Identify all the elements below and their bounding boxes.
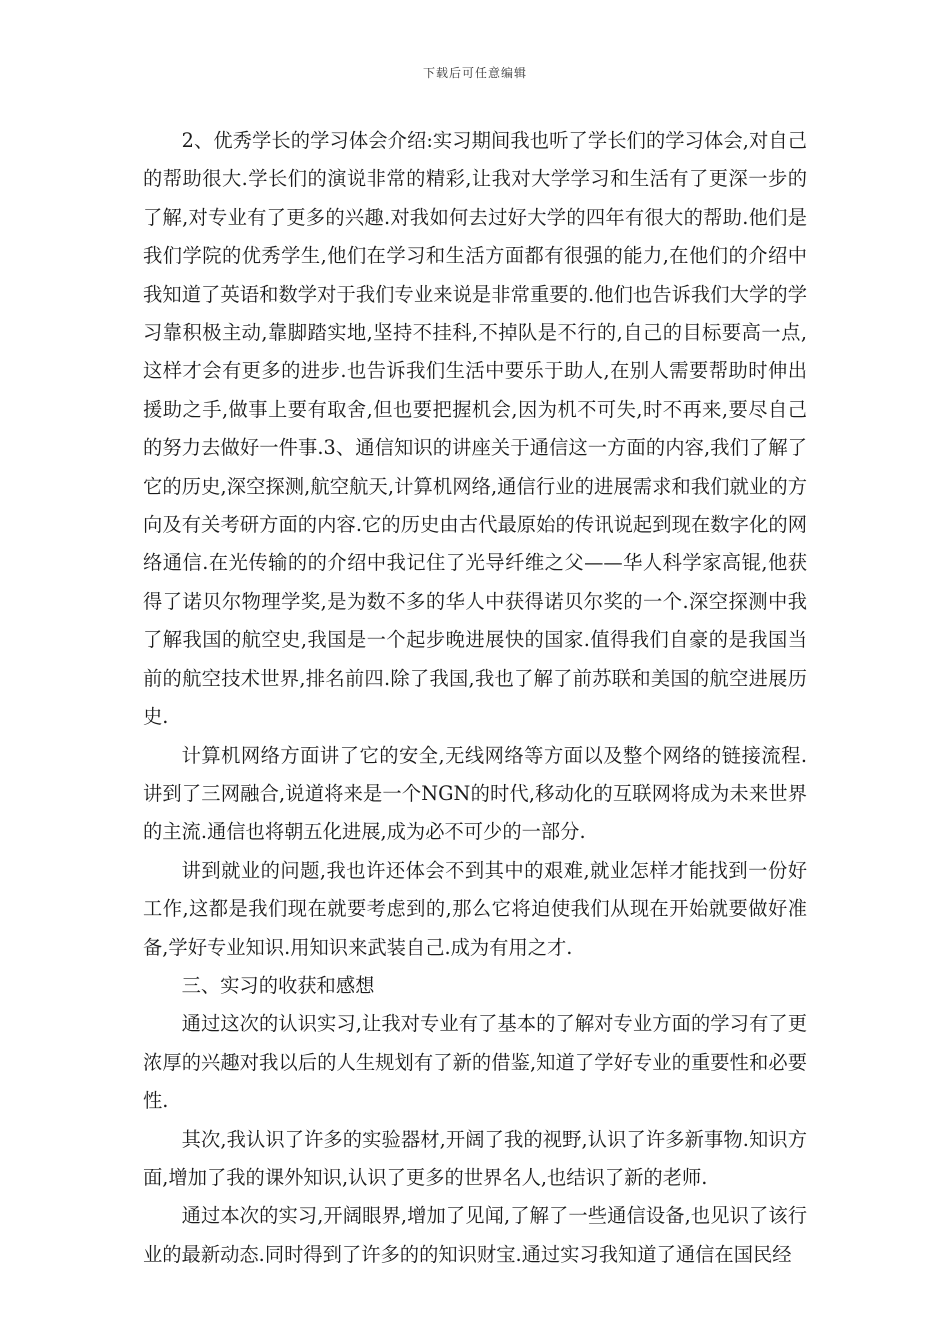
paragraph-employment: 讲到就业的问题,我也许还体会不到其中的艰难,就业怎样才能找到一份好工作,这都是我们现在就要考虑到的,那么它将迫使我们从现在开始就要做好准备,学好专业知识.用知识来武装自己.成为有用之才. [143,858,807,959]
section-heading-gains: 三、实习的收获和感想 [181,973,375,997]
paragraph-student-experience: 2、优秀学长的学习体会介绍:实习期间我也听了学长们的学习体会,对自己的帮助很大.学长们的演说非常的精彩,让我对大学学习和生活有了更深一步的了解,对专业有了更多的兴趣.对我如何去过好大学的四年有很大的帮助.他们是我们学院的优秀学生,他们在学习和生活方面都有很强的能力,在他们的介绍中我知道了英语和数学对于我们专业来说是非常重要的.他们也告诉我们大学的学习靠积极主动,靠脚踏实地,坚持不挂科,不掉队是不行的,自己的目标要高一点,这样才会有更多的进步.也告诉我们生活中要乐于助人,在别人需要帮助时伸出援助之手,做事上要有取舍,但也要把握机会,因为机不可失,时不再来,要尽自己的努力去做好一件事.3、通信知识的讲座关于通信这一方面的内容,我们了解了它的历史,深空探测,航空航天,计算机网络,通信行业的进展需求和我们就业的方向及有关考研方面的内容.它的历史由古代最原始的传讯说起到现在数字化的网络通信.在光传输的的介绍中我记住了光导纤维之父——华人科学家高锟,他获得了诺贝尔物理学奖,是为数不多的华人中获得诺贝尔奖的一个.深空探测中我了解我国的航空史,我国是一个起步晚进展快的国家.值得我们自豪的是我国当前的航空技术世界,排名前四.除了我国,我也了解了前苏联和美国的航空进展历史. [143,129,807,729]
paragraph-equipment: 其次,我认识了许多的实验器材,开阔了我的视野,认识了许多新事物.知识方面,增加了我的课外知识,认识了更多的世界名人,也结识了新的老师. [143,1127,807,1189]
page-header: 下载后可任意编辑 [422,66,527,80]
paragraph-computer-network: 计算机网络方面讲了它的安全,无线网络等方面以及整个网络的链接流程.讲到了三网融合,说道将来是一个NGN的时代,移动化的互联网将成为未来世界的主流.通信也将朝五化进展,成为必不可少的一部分. [143,743,807,844]
paragraph-conclusion: 通过本次的实习,开阔眼界,增加了见闻,了解了一些通信设备,也见识了该行业的最新动态.同时得到了许多的的知识财宝.通过实习我知道了通信在国民经 [143,1204,807,1266]
paragraph-internship-understanding: 通过这次的认识实习,让我对专业有了基本的了解对专业方面的学习有了更浓厚的兴趣对我以后的人生规划有了新的借鉴,知道了学好专业的重要性和必要性. [143,1012,807,1113]
document-body [143,122,807,1274]
